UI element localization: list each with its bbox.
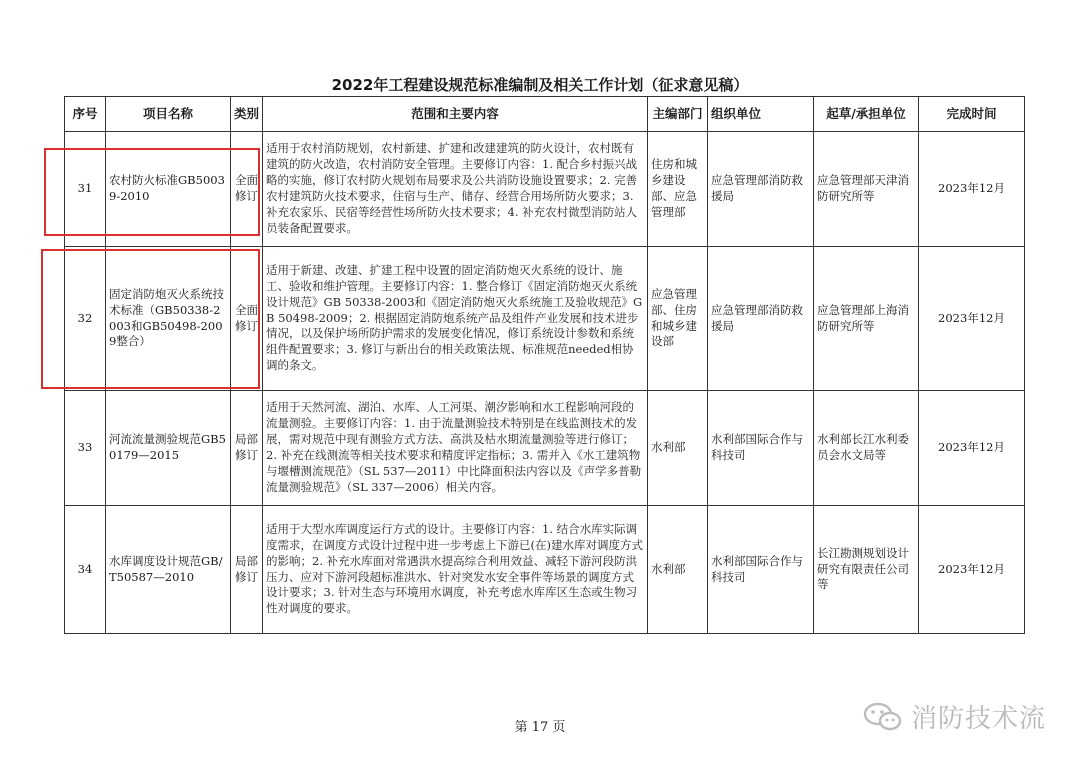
table-row bbox=[65, 247, 1025, 391]
header-scope: 范围和主要内容 bbox=[263, 97, 648, 132]
wechat-icon bbox=[863, 702, 903, 732]
watermark bbox=[863, 698, 1046, 735]
row-name: 水库调度设计规范GB/T50587—2010 bbox=[106, 506, 231, 634]
header-type: 类别 bbox=[231, 97, 263, 132]
row-org: 水利部国际合作与科技司 bbox=[708, 506, 814, 634]
row-org: 应急管理部消防救援局 bbox=[708, 247, 814, 391]
header-due: 完成时间 bbox=[919, 97, 1025, 132]
row-dept: 应急管理部、住房和城乡建设部 bbox=[648, 247, 708, 391]
row-no: 33 bbox=[65, 391, 106, 506]
row-due: 2023年12月 bbox=[919, 391, 1025, 506]
row-no: 31 bbox=[65, 132, 106, 247]
header-drafter: 起草/承担单位 bbox=[814, 97, 919, 132]
row-org: 水利部国际合作与科技司 bbox=[708, 391, 814, 506]
row-no: 32 bbox=[65, 247, 106, 391]
row-due: 2023年12月 bbox=[919, 506, 1025, 634]
row-dept: 水利部 bbox=[648, 506, 708, 634]
page-number: 第 17 页 bbox=[514, 720, 566, 735]
row-type: 全面修订 bbox=[231, 132, 263, 247]
header-no: 序号 bbox=[65, 97, 106, 132]
row-dept: 住房和城乡建设部、应急管理部 bbox=[648, 132, 708, 247]
row-org: 应急管理部消防救援局 bbox=[708, 132, 814, 247]
row-scope: 适用于大型水库调度运行方式的设计。主要修订内容：1. 结合水库实际调度需求，在调度方式设计过程中进一步考虑上下游已(在)建水库对调度方式的影响；2. 补充水库面对常遇洪水提高综合利用效益、减轻下游河段防洪压力、应对下游河段超标准洪水、针对突发水安全事件等场景的调度方式设计要求；3. 针对生态与环境用水调度，补充考虑水库库区生态或生物习性对调度的要求。 bbox=[263, 506, 648, 634]
row-type: 局部修订 bbox=[231, 506, 263, 634]
row-due: 2023年12月 bbox=[919, 132, 1025, 247]
header-row bbox=[65, 97, 1025, 132]
row-name: 固定消防炮灭火系统技术标准（GB50338-2003和GB50498-2009整合） bbox=[106, 247, 231, 391]
row-dept: 水利部 bbox=[648, 391, 708, 506]
table-row bbox=[65, 132, 1025, 247]
header-dept: 主编部门 bbox=[648, 97, 708, 132]
row-drafter: 应急管理部上海消防研究所等 bbox=[814, 247, 919, 391]
header-org: 组织单位 bbox=[708, 97, 814, 132]
row-due: 2023年12月 bbox=[919, 247, 1025, 391]
row-scope: 适用于新建、改建、扩建工程中设置的固定消防炮灭火系统的设计、施工、验收和维护管理。主要修订内容：1. 整合修订《固定消防炮灭火系统设计规范》GB 50338-2003和《固定消防炮灭火系统施工及验收规范》GB 50498-2009；2. 根据固定消防炮系统产品及组件产业发展和技术进步情况，以及保护场所防护需求的发展变化情况，修订系统设计参数和系统组件配置要求；3. 修订与新出台的相关政策法规、标准规范needed相协调的条文。 bbox=[263, 247, 648, 391]
row-drafter: 应急管理部天津消防研究所等 bbox=[814, 132, 919, 247]
row-type: 全面修订 bbox=[231, 247, 263, 391]
row-drafter: 长江勘测规划设计研究有限责任公司等 bbox=[814, 506, 919, 634]
row-type: 局部修订 bbox=[231, 391, 263, 506]
table-row bbox=[65, 391, 1025, 506]
row-drafter: 水利部长江水利委员会水文局等 bbox=[814, 391, 919, 506]
row-no: 34 bbox=[65, 506, 106, 634]
row-name: 农村防火标准GB50039-2010 bbox=[106, 132, 231, 247]
row-scope: 适用于农村消防规划，农村新建、扩建和改建建筑的防火设计，农村既有建筑的防火改造，农村消防安全管理。主要修订内容：1. 配合乡村振兴战略的实施，修订农村防火规划布局要求及公共消防设施设置要求；2. 完善农村建筑防火技术要求，住宿与生产、储存、经营合用场所防火要求；3. 补充农家乐、民宿等经营性场所防火技术要求；4. 补充农村微型消防站人员装备配置要求。 bbox=[263, 132, 648, 247]
row-scope: 适用于天然河流、湖泊、水库、人工河渠、潮汐影响和水工程影响河段的流量测验。主要修订内容：1. 由于流量测验技术特别是在线监测技术的发展，需对规范中现有测验方式方法、高洪及枯水期流量测验等进行修订；2. 补充在线测流等相关技术要求和精度评定指标；3. 需并入《水工建筑物与堰槽测流规范》（SL 537—2011）中比降面积法内容以及《声学多普勒流量测验规范》（SL 337—2006）相关内容。 bbox=[263, 391, 648, 506]
watermark-text: 消防技术流 bbox=[910, 704, 1046, 734]
table-row bbox=[65, 506, 1025, 634]
header-name: 项目名称 bbox=[106, 97, 231, 132]
row-name: 河流流量测验规范GB50179—2015 bbox=[106, 391, 231, 506]
work-plan-table bbox=[64, 96, 1025, 634]
page-title: 2022年工程建设规范标准编制及相关工作计划（征求意见稿） bbox=[331, 76, 749, 94]
